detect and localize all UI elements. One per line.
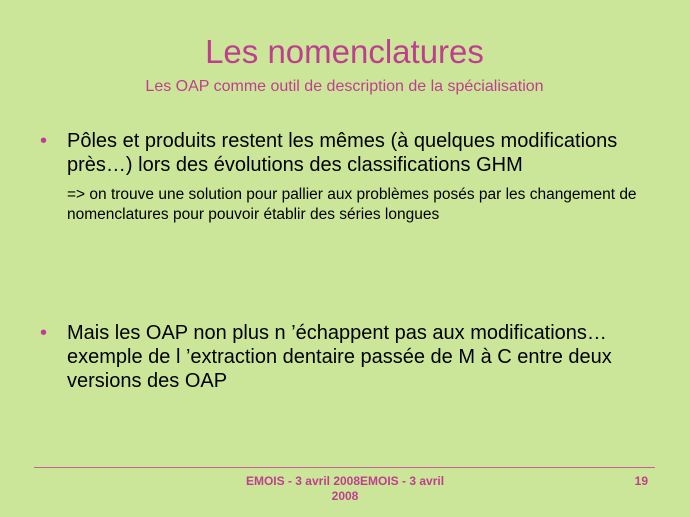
bullet-text: Pôles et produits restent les mêmes (à quelques modifications près…) lors des évolutions des classifications GHM <box>67 130 618 176</box>
bullet-text: Mais les OAP non plus n ’échappent pas aux modifications… exemple de l ’extraction dentaire passée de M à C entre deux versions des OAP <box>67 322 612 392</box>
bullet-item-1 <box>40 129 660 225</box>
bullet-marker: • <box>40 130 48 152</box>
bullet-marker: • <box>40 322 48 344</box>
bullet-item-2 <box>40 321 660 393</box>
slide-title: Les nomenclatures <box>205 33 484 70</box>
footer-text: EMOIS - 3 avril 2008EMOIS - 3 avril 2008 <box>245 474 445 503</box>
footer-divider <box>34 467 655 468</box>
slide-subtitle: Les OAP comme outil de description de la spécialisation <box>145 78 544 95</box>
bullet-subtext: => on trouve une solution pour pallier aux problèmes posés par les changement de nomenclatures pour pouvoir établir des séries longues <box>67 186 637 223</box>
page-number: 19 <box>634 474 648 488</box>
